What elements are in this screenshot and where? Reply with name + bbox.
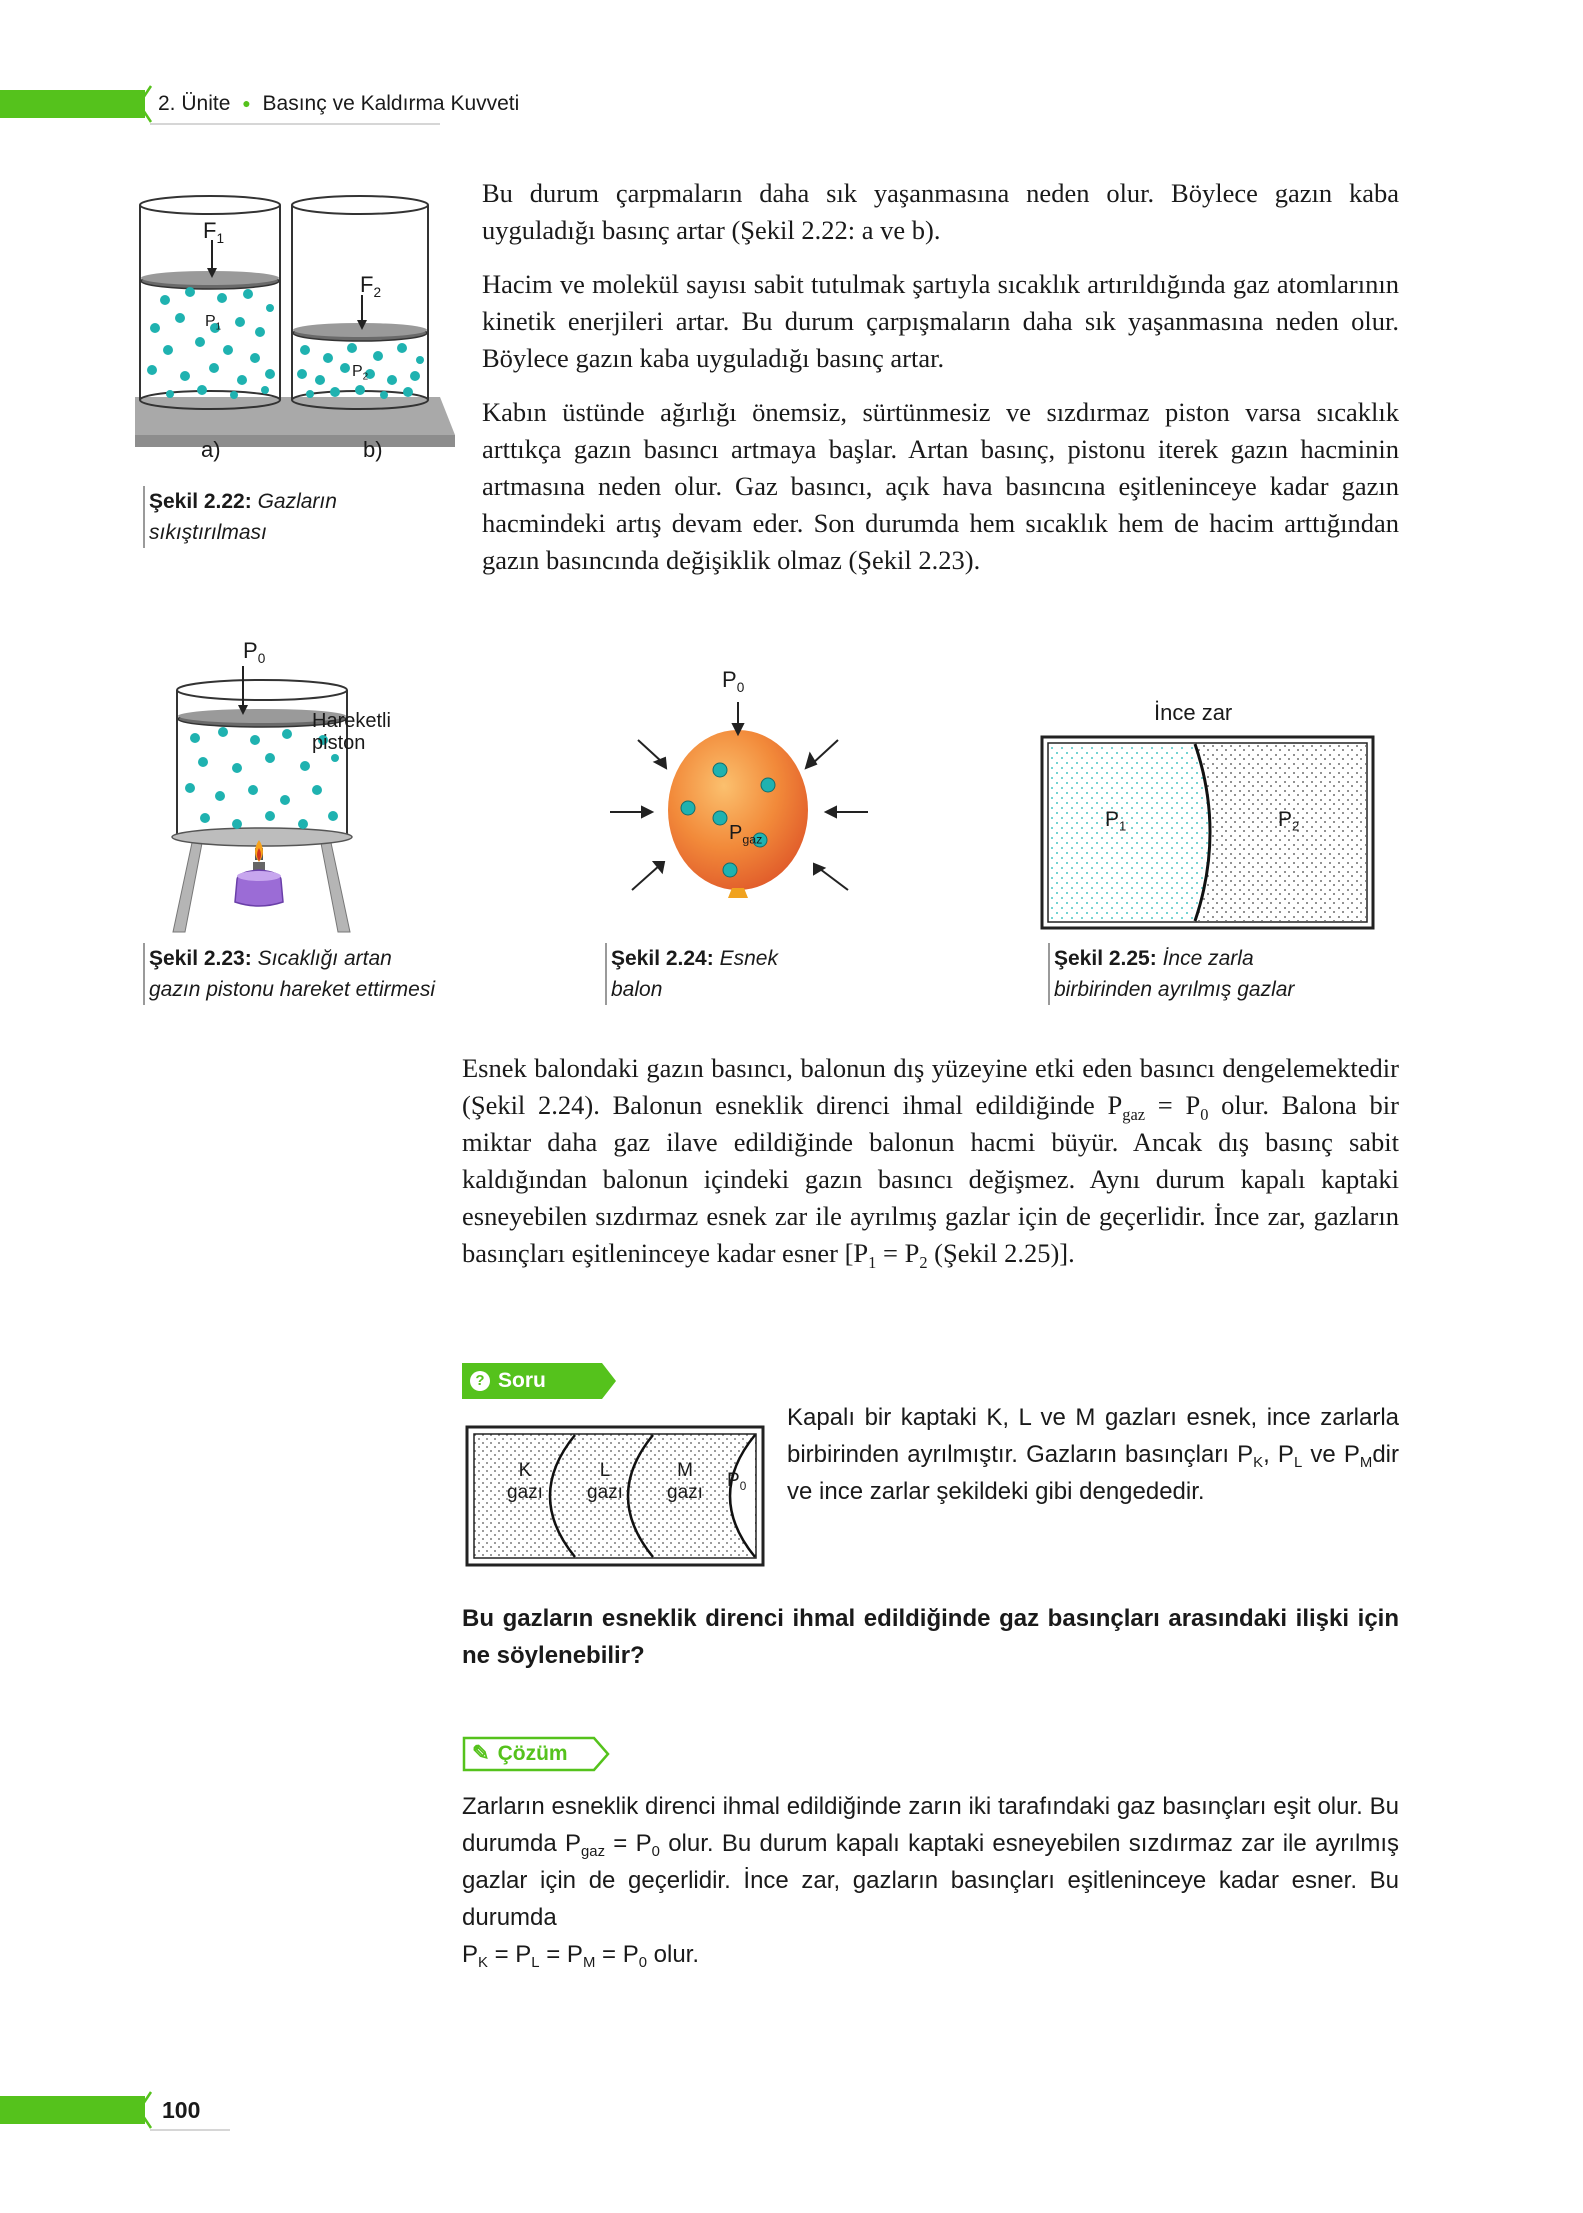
figure-2-25 xyxy=(1040,735,1375,930)
fig22-label-b: b) xyxy=(363,437,383,462)
paragraph-4: Esnek balondaki gazın basıncı, balonun dış yüzeyine etki eden basıncı dengelemektedir (Şekil 2.24). Balonun esneklik direnci ihmal edildiğinde $P_{gaz} = P_0$ olur. Balona bir miktar daha gaz ilave edildiğinde balonun hacmi büyür. Ancak dış basınç sabit kaldığından balonun içindeki gazın basıncı değişmez. Aynı durum kapalı kaptaki esneyebilen sızdırmaz esnek zar ile ayrılmış gazlar için de geçerlidir. İnce zar, gazların basınçları eşitleninceye kadar esner [$P_1 = P_2$ (Şekil 2.25)]. xyxy=(462,1053,1399,1272)
question-badge-label: Soru xyxy=(498,1369,546,1392)
fig24-pgaz-label: $P_{gaz}$ xyxy=(729,822,763,847)
figure-2-22 xyxy=(130,190,460,470)
figure-2-23 xyxy=(165,640,360,940)
solution-formula-2: $P_K = P_L = P_M = P_0$ xyxy=(462,1941,647,1972)
solution-badge-label: Çözüm xyxy=(497,1742,568,1765)
paragraph-1: Bu durum çarpmaların daha sık yaşanmasına neden olur. Böylece gazın kaba uyguladığı basınç artar (Şekil 2.22: a ve b). xyxy=(482,178,1399,245)
fig25-p2-label: $P_2$ xyxy=(1278,808,1300,834)
fig24-number: Şekil 2.24: xyxy=(611,947,714,970)
fig24-p0-label: $P_0$ xyxy=(722,667,745,695)
fig23-piston-label: Hareketli piston xyxy=(312,710,391,754)
header-underline xyxy=(150,122,440,126)
fig25-caption xyxy=(1048,943,1354,1005)
header xyxy=(158,89,519,120)
solution-text: Zarların esneklik direnci ihmal edildiğinde zarın iki tarafındaki gaz basınçları eşit olur. Bu durumda $P_{gaz} = P_0$ olur. Bu durum kapalı kaptaki esneyebilen sızdırmaz zar ile ayrılmış gazlar için de geçerlidir. İnce zar, gazların basınçları eşitleninceye kadar esner. Bu durumda xyxy=(462,1793,1400,1931)
unit-title: Basınç ve Kaldırma Kuvveti xyxy=(262,92,520,115)
fig25-membrane-label: İnce zar xyxy=(1154,700,1233,725)
solution-formula-1: $P_{gaz} = P_0$ xyxy=(565,1830,660,1861)
paragraph-2: Hacim ve molekül sayısı sabit tutulmak şartıyla sıcaklık artırıldığında gaz atomlarının kinetik enerjileri artar. Bu durum çarpışmaların daha sık yaşanmasına neden olur. Böylece gazın kaba uyguladığı basınç artar. xyxy=(482,269,1399,373)
fig23-caption xyxy=(143,943,439,1005)
question-badge xyxy=(470,1366,546,1396)
formula-pgaz-p0: $P_{gaz} = P_0$ xyxy=(1107,1090,1209,1124)
fig25-number: Şekil 2.25: xyxy=(1054,947,1157,970)
formula-pk-pl-pm: $P_K$, $P_L$ ve $P_M$ xyxy=(1237,1441,1373,1472)
fig22-f1-label: $F_1$ xyxy=(203,218,225,246)
fig23-p0-label: $P_0$ xyxy=(243,638,266,666)
bullet-icon: ● xyxy=(242,95,251,111)
footer-underline xyxy=(150,2128,230,2132)
fig24-caption xyxy=(605,943,831,1005)
fig22-caption xyxy=(143,486,384,548)
footer-chevron xyxy=(135,2090,155,2130)
fig23-number: Şekil 2.23: xyxy=(149,947,252,970)
fig25-text: İnce zarla birbirinden ayrılmış gazlar xyxy=(1054,947,1295,1001)
fig22-label-a: a) xyxy=(201,437,221,462)
question-bold: Bu gazların esneklik direnci ihmal edildiğinde gaz basınçları arasındaki ilişki için ne söylenebilir? xyxy=(462,1605,1399,1669)
footer-bar xyxy=(0,2096,145,2124)
fig22-p2-label: $P_2$ xyxy=(352,363,369,383)
figure-2-24 xyxy=(600,690,880,910)
fig22-text: Gazların sıkıştırılması xyxy=(149,490,337,544)
fig25-p1-label: $P_1$ xyxy=(1105,808,1127,834)
solution-final: $P_K = P_L = P_M = P_0$ olur. xyxy=(462,1941,700,1972)
header-bar xyxy=(0,90,145,118)
page-number: 100 xyxy=(162,2097,201,2123)
fig22-number: Şekil 2.22: xyxy=(149,490,252,513)
question-diagram-labels: K gazı L gazı M gazı $P_0$ xyxy=(507,1460,747,1503)
fig23-text: Sıcaklığı artan gazın pistonu hareket ettirmesi xyxy=(149,947,435,1001)
intro-text xyxy=(482,175,1399,596)
question-text: Kapalı bir kaptaki K, L ve M gazları esnek, ince zarlarla birbirinden ayrılmıştır. Gazların basınçları $P_K$, $P_L$ ve $P_Mdir$ ve ince zarlar şekildeki gibi dengededir. xyxy=(787,1404,1399,1505)
question-icon: ? xyxy=(470,1371,490,1391)
unit-label: 2. Ünite xyxy=(158,92,231,115)
solution-badge xyxy=(472,1739,568,1769)
fig24-text: Esnek balon xyxy=(611,947,778,1001)
fig22-f2-label: $F_2$ xyxy=(360,272,382,300)
formula-p1-p2: $P_1 = P_2$ xyxy=(853,1238,928,1272)
header-chevron xyxy=(135,84,155,124)
fig22-p1-label: $P_1$ xyxy=(205,313,222,333)
paragraph-3: Kabın üstünde ağırlığı önemsiz, sürtünmesiz ve sızdırmaz piston varsa sıcaklık arttıkça gazın basıncı artmaya başlar. Artan basınç, pistonu iterek gazın hacminin artmasına neden olur. Gaz basıncı, açık hava basıncına eşitleninceye kadar gazın hacmindeki artış devam eder. Son durumda hem sıcaklık hem de hacim arttığından gazın basıncında değişiklik olmaz (Şekil 2.23). xyxy=(482,397,1399,575)
pencil-icon: ✎ xyxy=(472,1742,490,1765)
